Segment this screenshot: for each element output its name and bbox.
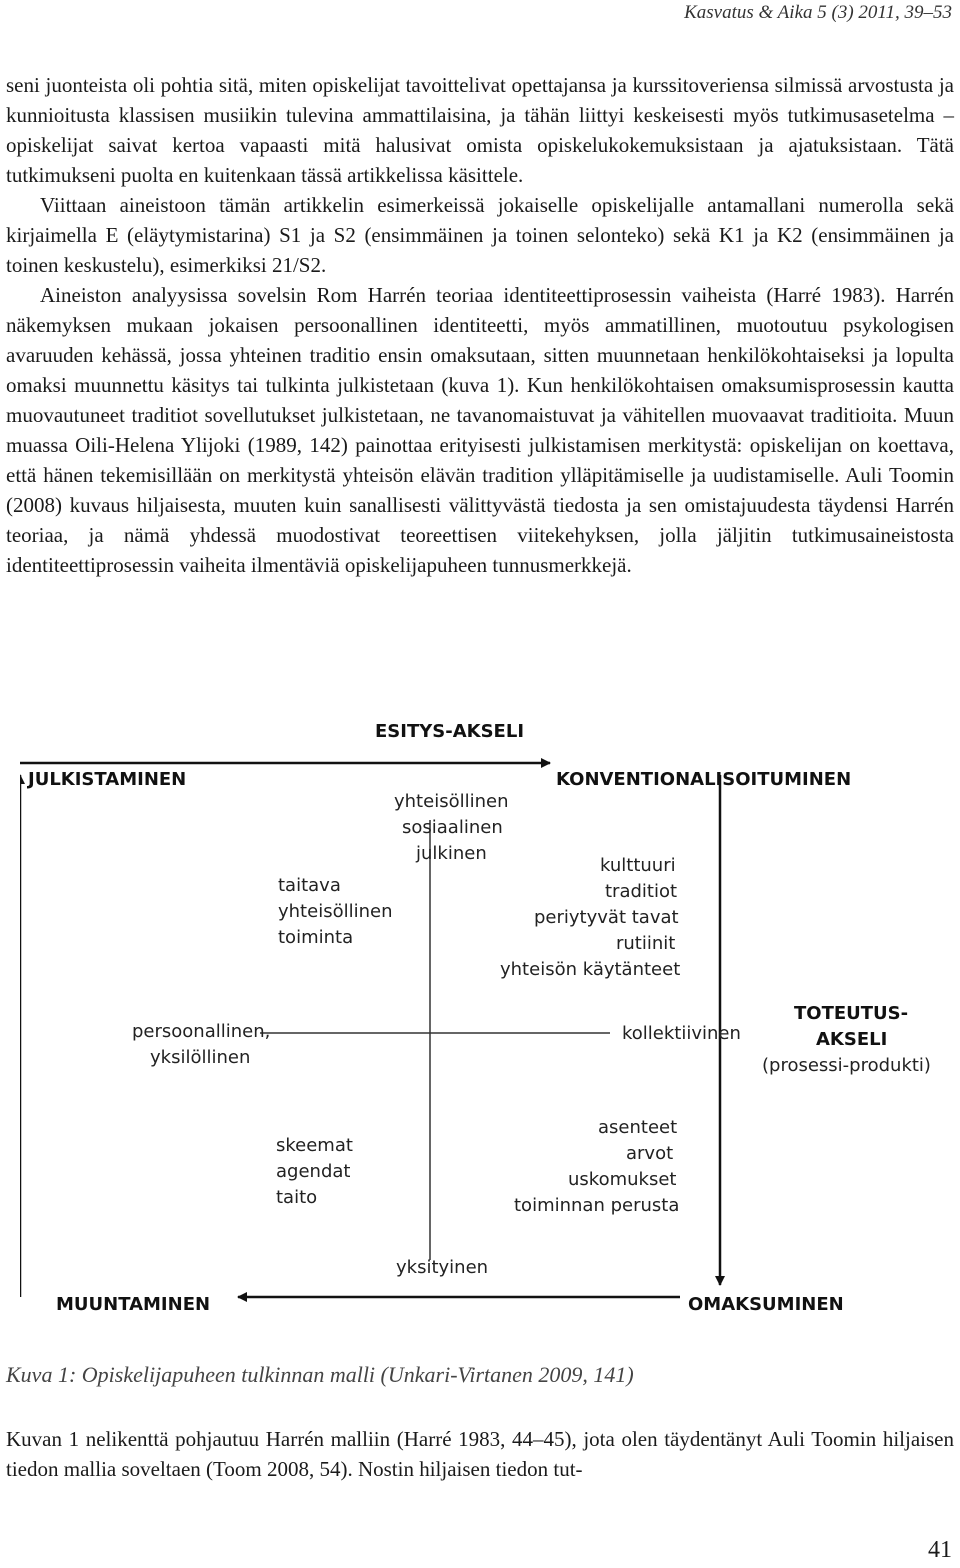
quadrant-top-right-3: periytyvät tavat — [534, 907, 679, 928]
quadrant-bottom-left-2: agendat — [276, 1161, 351, 1182]
corner-julkistaminen: JULKISTAMINEN — [28, 769, 187, 790]
quadrant-top-left-3: toiminta — [278, 927, 354, 948]
corner-omaksuminen: OMAKSUMINEN — [688, 1294, 844, 1315]
figure-caption: Kuva 1: Opiskelijapuheen tulkinnan malli (Unkari-Virtanen 2009, 141) — [6, 1362, 634, 1387]
corner-muuntaminen: MUUNTAMINEN — [56, 1294, 211, 1315]
vertical-bottom-label: yksityinen — [396, 1257, 489, 1278]
quadrant-top-right-1: kulttuuri — [600, 855, 676, 876]
body-text — [6, 70, 954, 580]
quadrant-top-right-4: rutiinit — [616, 933, 676, 954]
horizontal-right-label: kollektiivinen — [622, 1023, 741, 1044]
quadrant-top-right-5: yhteisön käytänteet — [500, 959, 681, 980]
axis-title-esitys: ESITYS-AKSELI — [375, 721, 525, 742]
paragraph: Viittaan aineistoon tämän artikkelin esimerkeissä jokaiselle opiskelijalle antamallani numerolla sekä kirjaimella E (eläytymistarina) S1 ja S2 (ensimmäinen ja toinen selonteko) sekä K1 ja K2 (ensimmäinen ja toinen keskustelu), esimerkiksi 21/S2. — [6, 193, 954, 277]
figure-diagram — [20, 715, 940, 1335]
journal-header: Kasvatus & Aika 5 (3) 2011, 39–53 — [684, 2, 952, 23]
paragraph: Aineiston analyysissa sovelsin Rom Harrén teoriaa identiteettiprosessin vaiheista (Harré 1983). Harrén näkemyksen mukaan jokaisen persoonallinen identiteetti, myös ammatillinen, muotoutuu psykologisen avaruuden kehässä, jossa yhteinen traditio ensin omaksutaan, sitten muunnetaan henkilökohtaiseksi ja lopulta omaksi muunnettu käsitys tai tulkinta julkistetaan (kuva 1). Kun henkilökohtaisen omaksumisprosessin kautta muovautuneet traditiot sovellutukset julkistetaan, ne tavanomaistuvat ja vähitellen muovaavat traditioita. Muun muassa Oili-Helena Ylijoki (1989, 142) painottaa erityisesti julkistamisen merkitystä: opiskelijan on koettava, että hänen tekemisillään on merkitystä yhteisön elävän tradition ylläpitämiselle ja uudistamiselle. Auli Toomin (2008) kuvaus hiljaisesta, muuten kuin sanallisesti välittyvästä tiedosta ja sen omistajuudesta täydensi Harrén teoriaa, ja nämä yhdessä muodostivat teoreettisen viitekehyksen, jolla jäljitin tutkimusaineistosta identiteettiprosessin vaiheita ilmentäviä opiskelijapuheen tunnusmerkkejä. — [6, 283, 954, 577]
quadrant-bottom-left-1: skeemat — [276, 1135, 353, 1156]
quadrant-top-left-2: yhteisöllinen — [278, 901, 393, 922]
axis2-label-1: TOTEUTUS- — [794, 1003, 909, 1024]
vertical-top-label-1: yhteisöllinen — [394, 791, 509, 812]
quadrant-bottom-left-3: taito — [276, 1187, 318, 1208]
axis2-label-3: (prosessi-produkti) — [762, 1055, 931, 1076]
vertical-top-label-3: julkinen — [416, 843, 487, 864]
body-text-after — [6, 1424, 954, 1484]
axis2-label-2: AKSELI — [816, 1029, 888, 1050]
paragraph: seni juonteista oli pohtia sitä, miten opiskelijat tavoittelivat opettajansa ja kurssitoveriensa silmissä arvostusta ja kunnioitusta klassisen musiikin tulevina ammattilaisina, ja tähän liittyi keskeisesti myös tutkimusasetelma – opiskelijat saivat kertoa vapaasti mitä halusivat omista opiskelukokemuksistaan ja ajatuksistaan. Tätä tutkimukseni puolta en kuitenkaan tässä artikkelissa käsittele. — [6, 73, 954, 187]
quadrant-bottom-right-4: toiminnan perusta — [514, 1195, 680, 1216]
horizontal-left-label-2: yksilöllinen — [150, 1047, 251, 1068]
quadrant-bottom-right-2: arvot — [626, 1143, 674, 1164]
quadrant-top-right-2: traditiot — [605, 881, 678, 902]
quadrant-bottom-right-1: asenteet — [598, 1117, 678, 1138]
page-number: 41 — [928, 1537, 952, 1563]
corner-konventionalisoituminen: KONVENTIONALISOITUMINEN — [556, 769, 852, 790]
quadrant-bottom-right-3: uskomukset — [568, 1169, 677, 1190]
quadrant-top-left-1: taitava — [278, 875, 341, 896]
vertical-top-label-2: sosiaalinen — [402, 817, 503, 838]
paragraph: Kuvan 1 nelikenttä pohjautuu Harrén malliin (Harré 1983, 44–45), jota olen täydentänyt Auli Toomin hiljaisen tiedon mallia soveltaen (Toom 2008, 54). Nostin hiljaisen tiedon tut- — [6, 1427, 954, 1481]
horizontal-left-label-1: persoonallinen, — [132, 1021, 271, 1042]
